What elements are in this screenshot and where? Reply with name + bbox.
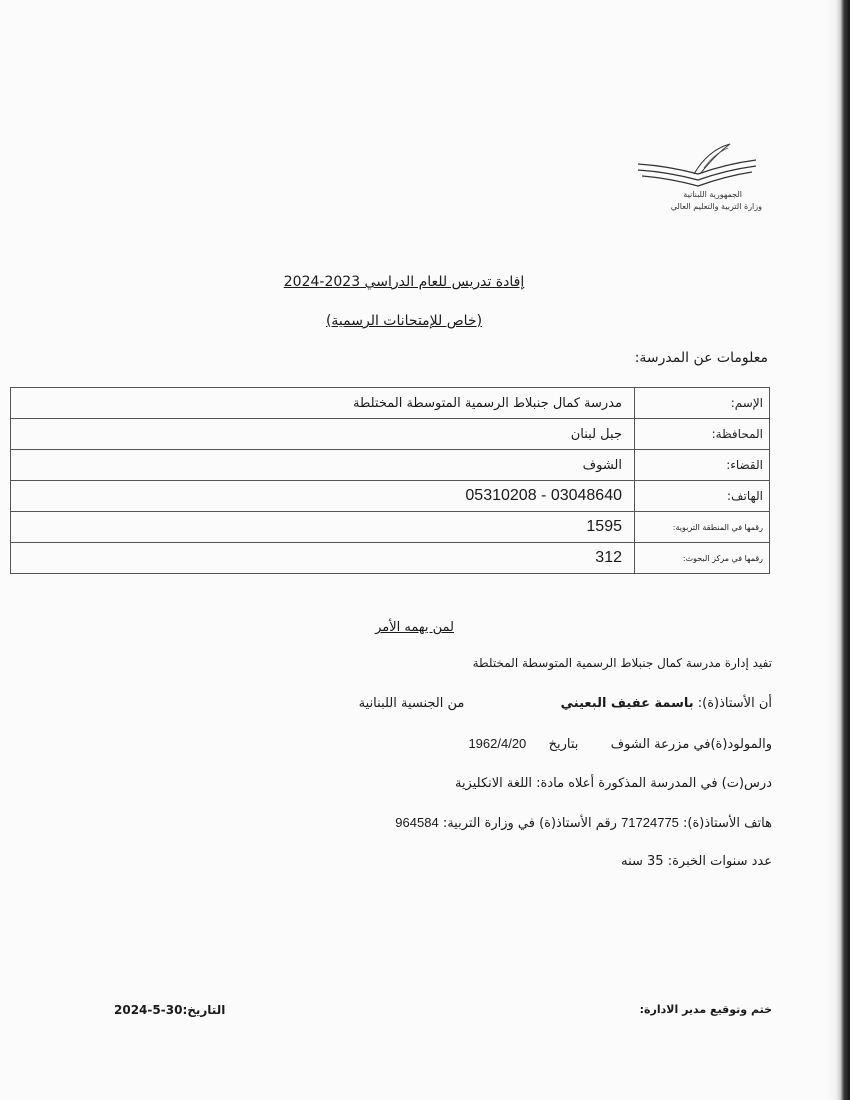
- experience-prefix: عدد سنوات الخبرة:: [667, 854, 772, 869]
- ministry-prefix: رقم الأستاذ(ة) في وزارة التربية:: [442, 816, 617, 831]
- ministry-logo: [634, 140, 762, 211]
- experience-line: [621, 854, 772, 869]
- blank-cell: [11, 543, 42, 574]
- logo-line-1: الجمهورية اللبنانية: [683, 190, 742, 199]
- governorate-value: جبل لبنان: [41, 419, 635, 450]
- blank-cell: [11, 450, 42, 481]
- addressee: لمن يهمه الأمر: [375, 620, 454, 635]
- table-row: [11, 543, 770, 574]
- born-prefix: والمولود(ة)في: [693, 737, 772, 752]
- teacher-phone: 71724775: [621, 815, 679, 830]
- row-label: رقمها في المنطقة التربوية:: [635, 512, 770, 543]
- blank-cell: [11, 419, 42, 450]
- logo-line-2: وزارة التربية والتعليم العالي: [670, 202, 762, 211]
- phone-prefix: هاتف الأستاذ(ة):: [683, 816, 772, 831]
- district-value: الشوف: [41, 450, 635, 481]
- school-name-value: مدرسة كمال جنبلاط الرسمية المتوسطة المختلطة: [41, 388, 635, 419]
- blank-cell: [11, 388, 42, 419]
- taught-line: درس(ت) في المدرسة المذكورة أعلاه مادة: اللغة الانكليزية: [454, 776, 772, 791]
- open-book-icon: [634, 140, 762, 190]
- row-label: رقمها في مركز البحوث:: [635, 543, 770, 574]
- document-date: التاريخ:30-5-2024: [114, 1003, 226, 1017]
- table-row: [11, 481, 770, 512]
- table-row: [11, 450, 770, 481]
- teacher-prefix: أن الأستاذ(ة):: [697, 696, 772, 711]
- row-label: المحافظة:: [635, 419, 770, 450]
- date-prefix: بتاريخ: [548, 737, 579, 752]
- birth-date: 1962/4/20: [468, 736, 527, 751]
- school-info-table: [10, 387, 770, 574]
- blank-cell: [11, 481, 42, 512]
- scan-edge: [826, 0, 850, 1100]
- teacher-name: باسمة عفيف البعيني: [560, 696, 694, 711]
- experience-years: 35 سنه: [621, 854, 664, 869]
- row-label: الإسم:: [635, 388, 770, 419]
- teacher-line: [359, 696, 772, 711]
- document-title: إفادة تدريس للعام الدراسي 2023-2024: [283, 274, 525, 290]
- birth-line: [468, 736, 772, 752]
- birthplace: مزرعة الشوف: [610, 737, 690, 752]
- intro-line: تفيد إدارة مدرسة كمال جنبلاط الرسمية المتوسطة المختلطة: [472, 656, 772, 670]
- table-row: [11, 512, 770, 543]
- zone-number-value: 1595: [41, 512, 635, 543]
- row-label: القضاء:: [635, 450, 770, 481]
- phone-value: 03048640 - 05310208: [41, 481, 635, 512]
- row-label: الهاتف:: [635, 481, 770, 512]
- ministry-number: 964584: [395, 815, 439, 830]
- blank-cell: [11, 512, 42, 543]
- research-number-value: 312: [41, 543, 635, 574]
- stamp-signature-label: ختم وتوقيع مدير الادارة:: [639, 1003, 772, 1016]
- table-row: [11, 419, 770, 450]
- table-row: [11, 388, 770, 419]
- nationality: من الجنسية اللبنانية: [358, 696, 465, 711]
- document-subtitle: (خاص للإمتحانات الرسمية): [325, 313, 483, 329]
- phone-line: [395, 815, 772, 831]
- school-section-heading: معلومات عن المدرسة:: [634, 350, 768, 366]
